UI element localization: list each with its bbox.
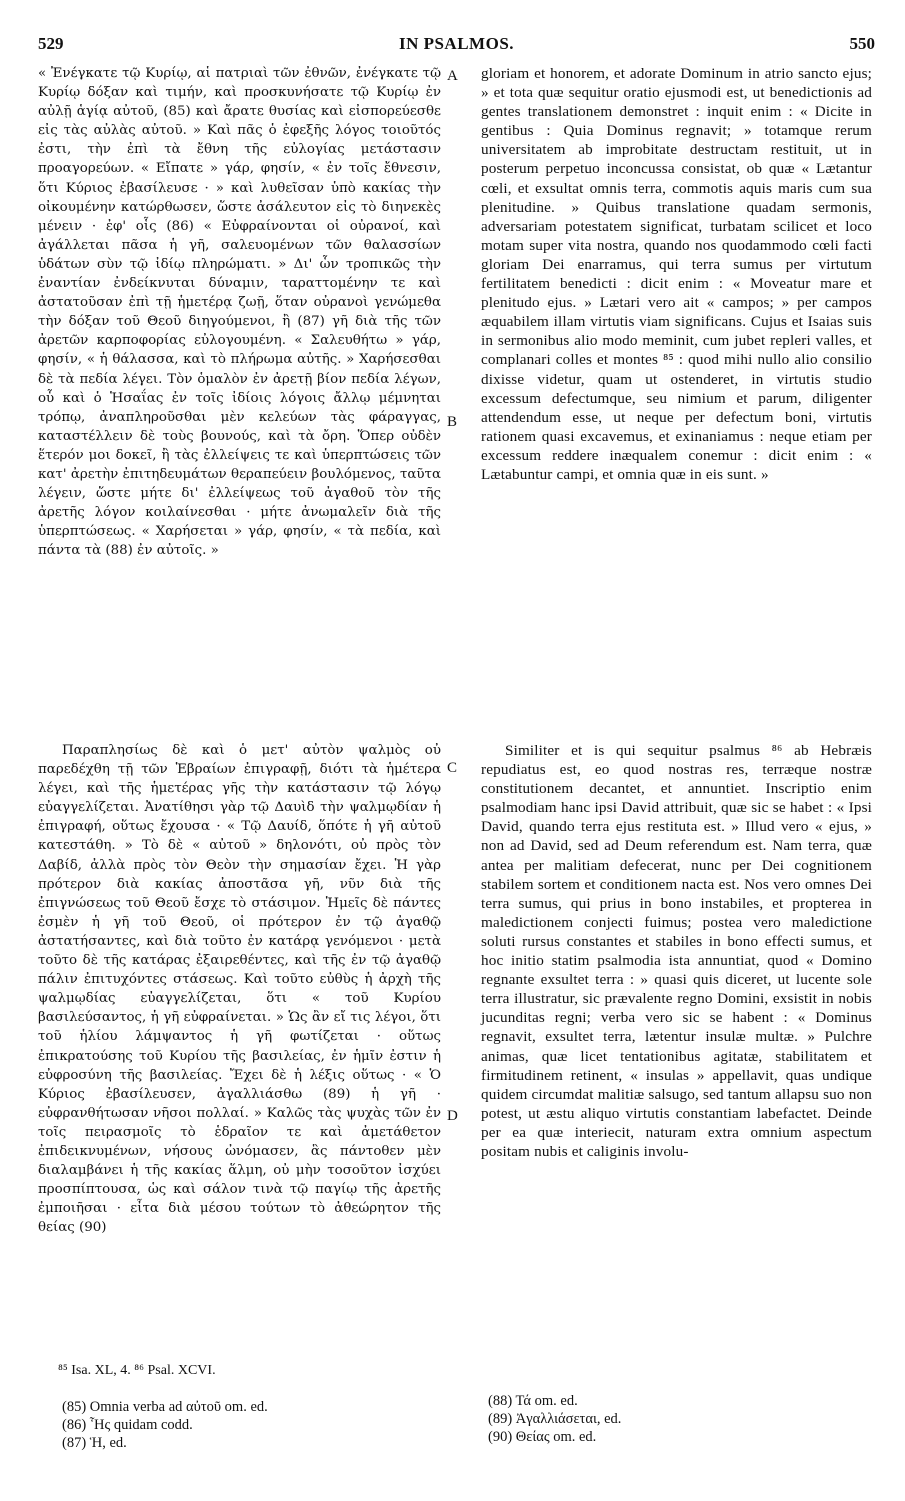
latin-column-top: [481, 64, 872, 484]
page-number-right: 550: [849, 34, 875, 53]
footnote-90: (90) Θείας om. ed.: [488, 1429, 597, 1445]
footnote-87: (87) Ἡ, ed.: [62, 1435, 127, 1451]
footnote-89: (89) Ἀγαλλιάσεται, ed.: [488, 1411, 622, 1427]
margin-marker-a: A: [447, 68, 458, 84]
footnotes-left: [62, 1398, 268, 1452]
footnote-85: (85) Omnia verba ad αὐτοῦ om. ed.: [62, 1399, 268, 1415]
margin-marker-d: D: [447, 1108, 458, 1124]
running-title: IN PSALMOS.: [398, 34, 515, 53]
greek-column-bottom: [38, 741, 441, 1237]
latin-column-bottom: [481, 741, 872, 1161]
footnote-86: (86) Ἧς quidam codd.: [62, 1417, 193, 1433]
running-header: [38, 34, 875, 56]
page-number-left: 529: [38, 34, 64, 53]
greek-paragraph-1: « Ἐνέγκατε τῷ Κυρίῳ, αἱ πατριαὶ τῶν ἐθνῶν, ἐνέγκατε τῷ Κυρίῳ δόξαν καὶ τιμήν, καὶ προσκυνήσατε τῷ Κυρίῳ ἐν αὐλῇ ἁγίᾳ αὐτοῦ, (85) καὶ ἄρατε θυσίας καὶ εἰσπορεύεσθε εἰς τὰς αὐλὰς αὐτοῦ. » Καὶ πᾶς ὁ ἐφεξῆς λόγος τοιοῦτός ἐστι, τὴν ἐπὶ τὰ ἔθνη τῆς εὐλογίας μετάστασιν προαγορεύων. « Εἴπατε » γάρ, φησίν, « ἐν τοῖς ἔθνεσιν, ὅτι Κύριος ἐβασίλευσε · » καὶ λυθεῖσαν ὑπὸ κακίας τὴν οἰκουμένην κατώρθωσεν, ὥστε ἀσάλευτον εἰς τὸ διηνεκὲς μένειν · ἐφ' οἷς (86) « Εὐφραίνονται οἱ οὐρανοί, καὶ ἀγάλλεται πᾶσα ἡ γῆ, σαλευομένων τῶν θαλασσίων ὑδάτων σὺν τῷ ἰδίῳ πληρώματι. » Δι' ὧν τροπικῶς τὴν ἐναντίαν ἐνδείκνυται δύναμιν, ταραττομένην τε καὶ ἀστατοῦσαν ἐπὶ τῇ ἡμετέρᾳ ζωῇ, ὅταν οὐρανοὶ γενώμεθα τὴν δόξαν τοῦ Θεοῦ διηγούμενοι, ἢ (87) γῆ διὰ τῆς τῶν ἀρετῶν καρποφορίας εὐλογουμένη. « Σαλευθήτω » γάρ, φησίν, « ἡ θάλασσα, καὶ τὸ πλήρωμα αὐτῆς. » Χαρήσεσθαι δὲ τὰ πεδία λέγει. Τὸν ὁμαλὸν ἐν ἀρετῇ βίον πεδία λέγων, οὗ καὶ ὁ Ἡσαΐας ἐν τοῖς ἰδίοις λόγοις ἄλλῳ μέμνηται τρόπῳ, ἀναπληροῦσθαι μὲν κελεύων τὰς φάραγγας, καταστέλλειν δὲ τοὺς βουνούς, καὶ τὰ ὄρη. Ὅπερ οὐδὲν ἕτερόν μοι δοκεῖ, ἢ τὰς ἐλλείψεις τε καὶ ὑπερπτώσεις τῶν κατ' ἀρετὴν ἐπιτηδευμάτων θεραπεύειν βουλόμενος, ταῦτα λέγειν, ὥστε μήτε δι' ἐλλείψεως τοῦ ἀγαθοῦ τὸν τῆς ἀρετῆς λόγον κοιλαίνεσθαι · μήτε ἀνωμαλεῖν διὰ τῆς ὑπερπτώσεως. « Χαρήσεται » γάρ, φησίν, « τὰ πεδία, καὶ πάντα τὰ (88) ἐν αὐτοῖς. »: [38, 66, 441, 559]
greek-column-top: [38, 64, 441, 560]
scripture-reference-line: ⁸⁵ Isa. XL, 4. ⁸⁶ Psal. XCVI.: [58, 1363, 216, 1378]
footnote-88: (88) Τά om. ed.: [488, 1393, 578, 1409]
latin-paragraph-2: Similiter et is qui sequitur psalmus ⁸⁶ ab Hebræis repudiatus est, eo quod nostras res, terræque nostræ constitutionem decantet, et annuntiet. Inscriptio enim psalmodiam hanc ipsi David attribuit, quæ sic se habet : « Ipsi David, quando terra ejus restituta est. » Illud vero « ejus, » non ad David, sed ad Deum referendum est. Nam terra, quæ antea per malitiam defecerat, nunc per Dei cognitionem stabilem sortem et conditionem nacta est. Nos vero omnes Dei terra sumus, qui prius in bono instabiles, et propterea in maledictionem conjecti fuimus; postea vero maledictione soluti rursus constantes et stabiles in bono effecti sumus, et hoc initio statim psalmodia ista annuntiat, quod « Domino regnante exsultet terra : » quasi quis diceret, ut lucente sole terra illustratur, sic prævalente regno Domini, exsistit in nobis jucunditas regni; verba vero sic se habent : « Dominus regnavit, exsultet terra, lætentur insulæ multæ. » Pulchre animas, quæ licet tentationibus agitatæ, stabilitatem et firmitudinem retinent, « insulas » appellavit, quas undique quidem circumdat malitiæ salsugo, sed tantum allapsu suo non potest, ut æstu aliquo virtutis constantiam labefactet. Deinde per ea quæ interiecit, naturam extra omnium aspectum positam nubis et caliginis involu-: [481, 742, 872, 1160]
footnotes-right: [488, 1392, 621, 1446]
latin-paragraph-1: gloriam et honorem, et adorate Dominum in atrio sancto ejus; » et tota quæ sequitur oratio ejusmodi est, ut benedictionis ad gentes translationem demonstret : inquit enim : « Dicite in gentibus : Quia Dominus regnavit; » totamque rerum universitatem ab improbitate destructam restituit, ut in posterum perpetuo inconcussa consistat, ob quæ « Lætantur cœli, et exsultat omnis terra, commotis aquis maris cum sua plenitudine. » Quibus translatione quadam sermonis, adversariam potestatem significat, turbatam scilicet et loco motam super vita nostra, quando nos quodammodo cœli facti gloriam Dei enarramus, qui terra sumus per virtutum fertilitatem benedicti : dicit enim : « Moveatur mare et plenitudo ejus. » Lætari vero ait « campos; » per campos æquabilem illam virtutis viam significans. Cujus et Isaias suis in sermonibus alio modo meminit, cum jubet repleri valles, et complanari colles et montes ⁸⁵ : quod mihi nullo alio consilio dixisse videtur, quam ut ostenderet, in virtutis studio excessum defectumque, seu nimium et parum, diligenter attendendum esse, ut neque per defectum boni, virtutis rationem quasi excavemus, et exinaniamus : neque etiam per excessum reddere inæqualem conemur : dicit enim : « Lætabuntur campi, et omnia quæ in eis sunt. »: [481, 65, 872, 483]
margin-marker-b: B: [447, 414, 458, 430]
scripture-references: [58, 1362, 216, 1380]
greek-paragraph-2: Παραπλησίως δὲ καὶ ὁ μετ' αὐτὸν ψαλμὸς οὐ παρεδέχθη τῇ τῶν Ἑβραίων ἐπιγραφῇ, διότι τὰ ἡμέτερα λέγει, καὶ τῆς ἡμετέρας γῆς τὴν κατάστασιν τῷ λόγῳ εὐαγγελίζεται. Ἀνατίθησι γὰρ τῷ Δαυὶδ τὴν ψαλμῳδίαν ἡ ἐπιγραφή, οὕτως ἔχουσα · « Τῷ Δαυίδ, ὅπότε ἡ γῆ αὐτοῦ κατεστάθη. » Τὸ δὲ « αὐτοῦ » δηλονότι, οὐ πρὸς τὸν Δαβίδ, ἀλλὰ πρὸς τὸν Θεὸν τὴν σημασίαν ἔχει. Ἡ γὰρ πρότερον διὰ κακίας ἀποστᾶσα γῆ, νῦν διὰ τῆς ἐπιγνώσεως τοῦ Θεοῦ ἔσχε τὸ στάσιμον. Ἡμεῖς δὲ πάντες ἐσμὲν ἡ γῆ τοῦ Θεοῦ, οἱ πρότερον ἐν τῷ ἀγαθῷ ἀστατήσαντες, καὶ διὰ τοῦτο ἐν κατάρᾳ γενόμενοι · μετὰ τοῦτο δὲ τῆς κατάρας ἐξαιρεθέντες, καὶ τῆς ἐν τῷ ἀγαθῷ πάλιν ἐπιτυχόντες στάσεως. Καὶ τοῦτο εὐθὺς ἡ ἀρχὴ τῆς ψαλμῳδίας εὐαγγελίζεται, ὅτι « τοῦ Κυρίου βασιλεύσαντος, ἡ γῆ εὐφραίνεται. » Ὡς ἂν εἴ τις λέγοι, ὅτι τοῦ ἡλίου λάμψαντος ἡ γῆ φωτίζεται · οὕτως ἐπικρατούσης τοῦ Κυρίου τῆς βασιλείας, ἐν ἡμῖν ἐστιν ἡ εὐφροσύνη τῆς βασιλείας. Ἔχει δὲ ἡ λέξις οὕτως · « Ὁ Κύριος ἐβασίλευσεν, ἀγαλλιάσθω (89) ἡ γῆ · εὐφρανθήτωσαν νῆσοι πολλαί. » Καλῶς τὰς ψυχὰς τῶν ἐν τοῖς πειρασμοῖς τὸ ἑδραῖον τε καὶ ἀμετάθετον ἐπιδεικνυμένων, νήσους ὠνόμασεν, ἃς πάντοθεν μὲν διαλαμβάνει ἡ τῆς κακίας ἅλμη, οὐ μὴν τοσοῦτον ἰσχύει προσπίπτουσα, ὡς καὶ σάλον τινὰ τῷ παγίῳ τῆς ἀρετῆς ἐμποιῆσαι · εἶτα διὰ μέσου τούτων τὸ ἀθεώρητον τῆς θείας (90): [38, 743, 441, 1236]
margin-marker-c: C: [447, 760, 458, 776]
